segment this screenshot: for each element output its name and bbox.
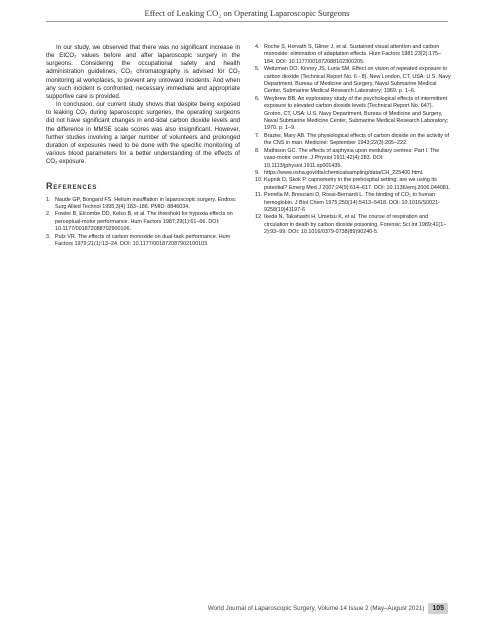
left-column [46, 44, 240, 248]
reference-text: Weitzman DO, Kinney JS, Luria SM. Effect on vision of repeated exposure to carbon dioxide (Technical Report No. 6 - 8). New London, CT, USA: U.S. Navy Department, Bureau of Medicine and Surgery, Naval Submarine Medical Center, Submarine Medical Research Laboratory; 1969. p. 1–6. [264, 66, 451, 95]
reference-number: 12. [255, 214, 263, 221]
page-footer [208, 603, 448, 614]
reference-text: Naude GP, Bongard FS. Helium insufflation in laparoscopic surgery. Endosc Surg Allied Technol 1995;3(4):183–186. PMID: 8846034. [55, 196, 236, 210]
reference-number: 6. [255, 95, 260, 102]
header-rule [46, 21, 448, 22]
reference-text: Roche S, Horvath S, Gliner J, et al. Sustained visual attention and carbon monoxide: elimination of adaptation effects. Hum Factors 1981;23(2):175–184. DOI: 10.1177/001872088102300205. [264, 44, 441, 65]
reference-number: 5. [255, 66, 260, 73]
reference-text: Kupnik D, Skok P. capnometry in the prehospital setting: are we using its potential? Emerg Med J 2007;24(9):614–617. DOI: 10.1136/emj.2006.044081. [264, 177, 451, 191]
reference-text: Brazier, Mary AB. The physiological effects of carbon dioxide on the activity of the CNS in man. Medicine: September 1943;22(3):205–222. [264, 132, 449, 147]
reference-number: 8. [255, 147, 260, 154]
reference-number: 10. [255, 177, 263, 184]
reference-item [255, 66, 451, 96]
reference-text: Weybrew BB. An exploratory study of the psychological effects of intermittent exposure to elevated carbon dioxide levels (Technical Report No. 647). Groton, CT, USA: U.S. Navy Department, Bureau of Medicine and Surgery, Naval Submarine Medicine Center, Submarine Medical Research Laboratory; 1970. p. 1–9. [264, 95, 449, 132]
body-paragraph: In conclusion, our current study shows that despite being exposed to leaking CO₂ during laparoscopic surgeries, the operating surgeons did not have significant changes in end-tidal carbon dioxide levels and the difference in MMSE scale scores was also insignificant. However, further studies involving a larger number of volunteers and prolonged duration of exposures need to be done with the specific monitoring of various blood parameters for a better understanding of the effects of CO₂ exposure. [46, 101, 240, 166]
reference-text: Ikeda N, Takahashi H, Umetsu K, et al. The course of respiration and circulation in death by carbon dioxide poisoning. Forensic Sci Int 1989;41(1–2):93–99. DOI: 10.1016/0379-0738(89)90240-5. [264, 214, 447, 236]
reference-number: 7. [255, 132, 260, 139]
reference-item [46, 211, 240, 233]
journal-info: World Journal of Laparoscopic Surgery, Volume 14 Issue 2 (May–August 2021) [207, 605, 425, 612]
reference-text: Putz VR. The effects of carbon monoxide on dual-task performance. Hum Factors 1979;21(1):13–24. DOI: 10.1177/001872087902100103. [55, 233, 231, 247]
reference-number: 4. [255, 44, 260, 50]
reference-number: 9. [255, 169, 260, 176]
running-header: Effect of Leaking CO₂ on Operating Laparoscopic Surgeons [144, 8, 350, 18]
reference-item [255, 44, 451, 66]
reference-item [255, 177, 451, 192]
reference-number: 11. [255, 192, 263, 199]
reference-text: Fowler B, Elcombe DD, Kelso B, et al. The threshold for hypoxia effects on perceptual-motor performance. Hum Factors 1987;29(1):61–66. DOI: 10.1177/001872088702900106. [55, 211, 233, 233]
page-number: 105 [428, 603, 448, 614]
reference-item [255, 214, 451, 236]
reference-item [255, 133, 451, 148]
right-column [255, 44, 451, 237]
reference-text: Mathison GC. The effects of asphyxia upon medullary centres: Part I. The vaso-motor centre. J Physiol 1911;42(4):283. DOI: 10.1113/jphysiol.1911.sp001435. [264, 147, 440, 169]
reference-number: 2. [46, 211, 51, 218]
references-heading: References [46, 181, 98, 192]
reference-item [46, 234, 240, 249]
body-paragraph: In our study, we observed that there was no significant increase in the EtCO₂ values before and after laparoscopic surgery in the surgeons. Considering the occupational safety and health administration guidelines, CO₂ chromatography is advised for CO₂ monitoring at workplaces, to prevent any untoward incidents. And when any such incident is confronted, necessary immediate and appropriate supportive care is provided. [46, 44, 240, 100]
reference-text: Perrella M, Bresciani D, Rossi-Bernardi L. The binding of CO₂ to human hemoglobin. J Biol Chem 1975;250(14):5413–5418. DOI: 10.1016/S0021-9258(19)41197-6 [264, 192, 440, 213]
reference-number: 3. [46, 233, 51, 240]
reference-item [46, 197, 240, 212]
reference-number: 1. [46, 196, 51, 203]
reference-item [255, 148, 451, 170]
reference-item [255, 96, 451, 133]
reference-item [255, 170, 451, 177]
reference-link[interactable]: https://www.osha.gov/dts/chemicalsampling/data/CH_225400.html. [264, 169, 424, 176]
reference-item [255, 192, 451, 214]
